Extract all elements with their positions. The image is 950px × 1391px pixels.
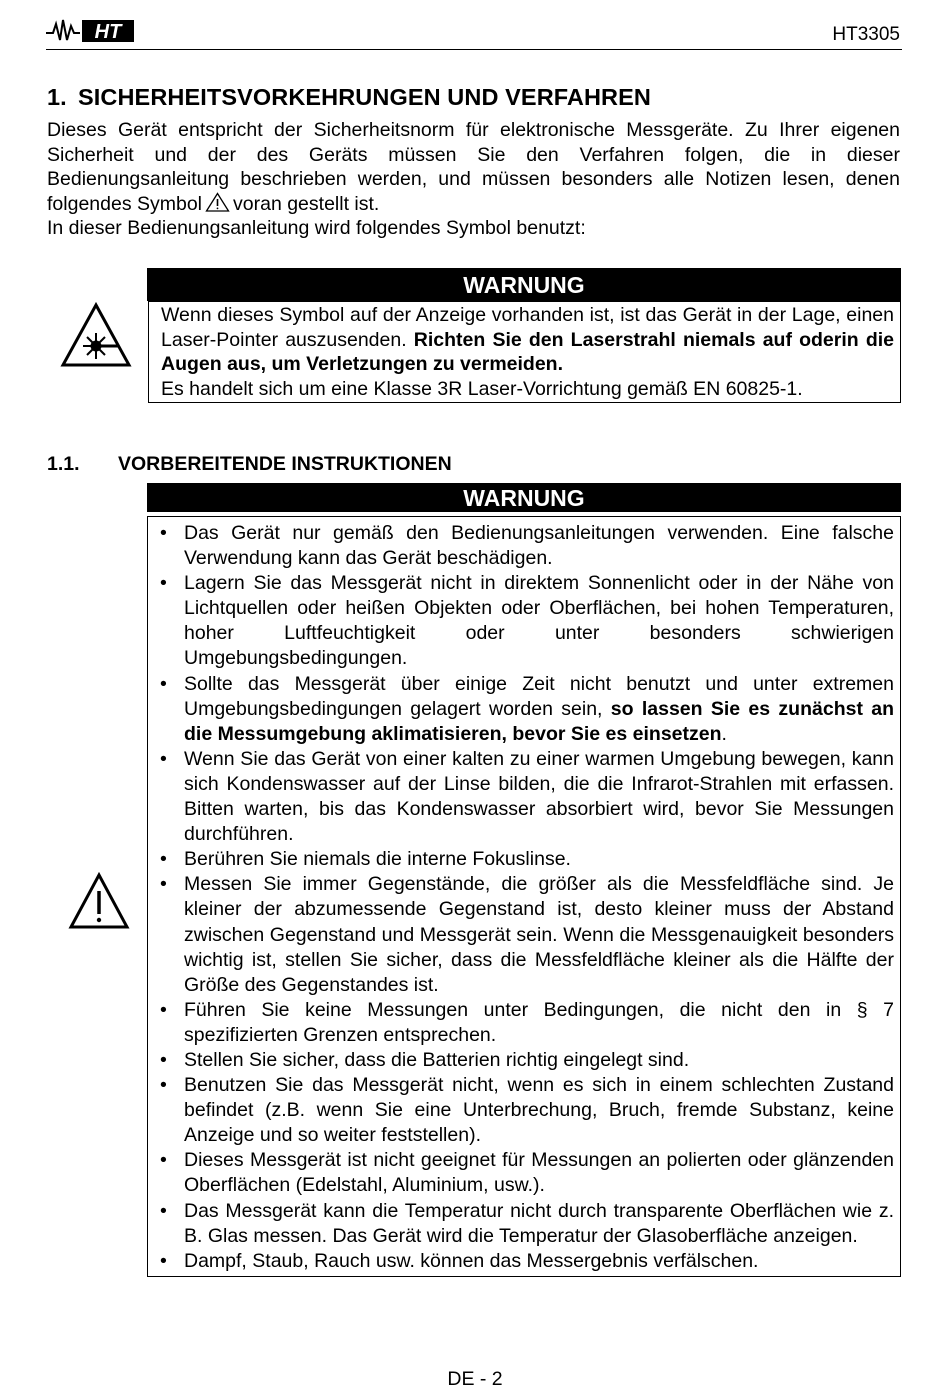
model-name: HT3305 [832, 24, 900, 45]
laser-warning-icon [60, 302, 132, 368]
caution-triangle-icon [68, 872, 130, 930]
list-item: • Benutzen Sie das Messgerät nicht, wenn es sich in einem schlechten Zustand befindet (z.B. wenn Sie eine Unterbrechung, Bruch, fremde Substanz, keine Anzeige und so weiter feststellen). [160, 1073, 894, 1148]
laser-warning-box [147, 268, 901, 403]
list-item-text: Sollte das Messgerät über einige Zeit nicht benutzt und unter extremen Umgebungsbedingungen gelagert worden sein, [184, 672, 894, 720]
warning-bold-text: Richten Sie den Laserstrahl niemals auf oderin die Augen aus, um Verletzungen zu vermeiden. [161, 328, 895, 376]
subsection-heading [47, 453, 452, 476]
subsection-number: 1.1. [47, 453, 80, 475]
list-item: • Dampf, Staub, Rauch usw. können das Messergebnis verfälschen. [160, 1249, 894, 1274]
list-item: • Stellen Sie sicher, dass die Batterien richtig eingelegt sind. [160, 1048, 894, 1073]
list-item: • Messen Sie immer Gegenstände, die größer als die Messfeldfläche sind. Je kleiner der abzumessende Gegenstand ist, desto kleiner muss der Abstand zwischen Gegenstand und Messgerät sein. Wenn die Messgenauigkeit besonders wichtig ist, stellen Sie sicher, dass die Messfeldfläche kleiner als die Hälfte der Größe des Gegenstandes ist. [160, 872, 894, 997]
list-item [160, 672, 894, 747]
section-number: 1. [47, 84, 67, 110]
warning-triangle-icon [205, 192, 230, 212]
warning-label: WARNUNG [147, 268, 901, 301]
intro-after-symbol: voran gestellt ist. [233, 192, 380, 215]
warning-label: WARNUNG [147, 483, 901, 512]
warning-class-text: Es handelt sich um eine Klasse 3R Laser-Vorrichtung gemäß EN 60825-1. [161, 377, 803, 400]
intro-text [47, 118, 900, 241]
page-number: DE - 2 [447, 1368, 503, 1390]
warning-body [148, 301, 901, 403]
intro-paragraph [47, 118, 900, 216]
instruction-list [160, 521, 894, 1274]
header-divider [46, 49, 902, 50]
list-item: • Lagern Sie das Messgerät nicht in direktem Sonnenlicht oder in der Nähe von Lichtquellen oder heißen Objekten oder Oberflächen, bei hohen Temperaturen, hoher Luftfeuchtigkeit oder unter besonders schwierigen Umgebungsbedingungen. [160, 571, 894, 671]
logo-text: HT [94, 21, 122, 43]
warning-text: Wenn dieses Symbol auf der Anzeige vorhanden ist, ist das Gerät in der Lage, einen Laser-Pointer auszusenden. [161, 304, 894, 351]
list-item-period: . [721, 722, 727, 745]
ht-logo [44, 16, 136, 44]
list-item-bold-text: so lassen Sie es zunächst an die Messumgebung aklimatisieren, bevor Sie es einsetzen [184, 697, 894, 745]
list-item: • Das Messgerät kann die Temperatur nicht durch transparente Oberflächen wie z. B. Glas messen. Das Gerät wird die Temperatur der Glasoberfläche anzeigen. [160, 1199, 894, 1249]
section-heading [47, 84, 651, 111]
list-item: • Dieses Messgerät ist nicht geeignet für Messungen an polierten oder glänzenden Oberflächen (Edelstahl, Aluminium, usw.). [160, 1148, 894, 1198]
list-item: • Führen Sie keine Messungen unter Bedingungen, die nicht den in § 7 spezifizierten Grenzen entsprechen. [160, 998, 894, 1048]
section-title: SICHERHEITSVORKEHRUNGEN UND VERFAHREN [78, 84, 651, 110]
warning-body [147, 516, 901, 1277]
intro-before-symbol: Dieses Gerät entspricht der Sicherheitsnorm für elektronische Messgeräte. Zu Ihrer eigenen Sicherheit und der des Geräts müssen Sie den Verfahren folgen, die in dieser Bedienungsanleitung beschrieben werden, und müssen besonders alle Notizen lesen, denen folgendes Symbol [47, 119, 900, 215]
subsection-title: VORBEREITENDE INSTRUKTIONEN [118, 453, 452, 475]
list-item: • Berühren Sie niemals die interne Fokuslinse. [160, 847, 894, 872]
list-item: • Wenn Sie das Gerät von einer kalten zu einer warmen Umgebung bewegen, kann sich Kondenswasser auf der Linse bilden, die die Infrarot-Strahlen mit erfassen. Bitten warten, bis das Kondenswasser absorbiert wird, bevor Sie Messungen durchführen. [160, 747, 894, 847]
list-item: • Das Gerät nur gemäß den Bedienungsanleitungen verwenden. Eine falsche Verwendung kann das Gerät beschädigen. [160, 521, 894, 571]
intro-line: In dieser Bedienungsanleitung wird folgendes Symbol benutzt: [47, 217, 586, 240]
preparatory-warning-box [147, 483, 901, 1277]
